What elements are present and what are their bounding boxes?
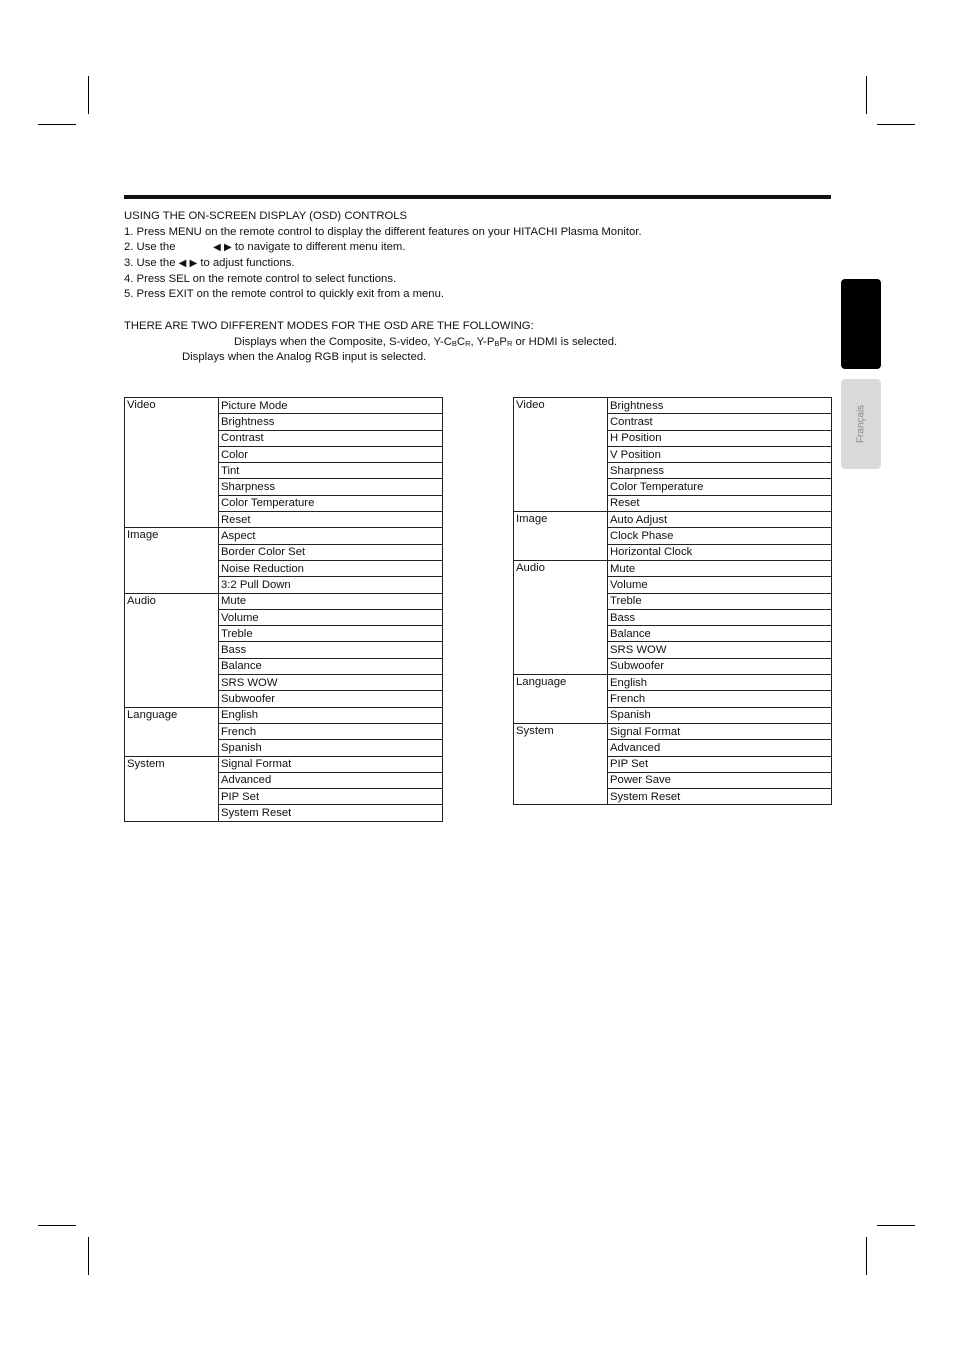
menu-item: Bass — [219, 642, 443, 658]
menu-item: Advanced — [608, 740, 832, 756]
menu-category: Video — [514, 398, 608, 512]
menu-item: Contrast — [219, 430, 443, 446]
table-row — [125, 398, 443, 414]
menu-item: French — [608, 691, 832, 707]
menu-item: Sharpness — [219, 479, 443, 495]
menu-category: Image — [514, 512, 608, 561]
mode-video-description: Displays when the Composite, S-video, $Y-C_BC_R$, $Y-P_BP_R$ or HDMI is selected. — [234, 335, 618, 348]
table-row — [514, 723, 832, 739]
menu-item: Color Temperature — [608, 479, 832, 495]
menu-item: SRS WOW — [219, 675, 443, 691]
table-row — [125, 756, 443, 772]
instructions-heading: USING THE ON-SCREEN DISPLAY (OSD) CONTROLS — [124, 210, 408, 222]
video-mode-menu-table — [124, 397, 443, 822]
table-row — [125, 528, 443, 544]
left-arrow-icon: ◀ — [178, 258, 187, 270]
menu-item: Subwoofer — [608, 658, 832, 674]
menu-item: Power Save — [608, 772, 832, 788]
mode-rgb-description: Displays when the Analog RGB input is selected. — [182, 351, 427, 364]
menu-item: Balance — [219, 658, 443, 674]
menu-item: PIP Set — [608, 756, 832, 772]
rgb-mode-menu-table — [513, 397, 832, 805]
menu-item: Clock Phase — [608, 528, 832, 544]
menu-item: English — [219, 707, 443, 723]
crop-mark — [88, 1237, 89, 1275]
menu-item: Volume — [608, 577, 832, 593]
right-arrow-icon: ▶ — [224, 242, 232, 254]
table-row — [514, 398, 832, 414]
menu-item: Border Color Set — [219, 544, 443, 560]
menu-item: Brightness — [219, 414, 443, 430]
menu-item: Reset — [608, 495, 832, 511]
crop-mark — [38, 124, 76, 125]
menu-category: Language — [125, 707, 219, 756]
menu-item: SRS WOW — [608, 642, 832, 658]
step-4: 4. Press SEL on the remote control to select functions. — [124, 272, 397, 285]
table-row — [125, 593, 443, 609]
menu-item: Balance — [608, 626, 832, 642]
menu-item: Tint — [219, 463, 443, 479]
menu-item: Mute — [219, 593, 443, 609]
menu-item: PIP Set — [219, 789, 443, 805]
step-2: 2. Use the ◀ ▶ to navigate to different menu item. — [124, 241, 406, 254]
menu-item: System Reset — [219, 805, 443, 821]
menu-item: Contrast — [608, 414, 832, 430]
menu-item: Mute — [608, 560, 832, 576]
left-arrow-icon: ◀ — [213, 242, 221, 254]
menu-category: Language — [514, 675, 608, 724]
step-3: 3. Use the ◀ ▶ to adjust functions. — [124, 257, 295, 270]
menu-item: Treble — [219, 626, 443, 642]
menu-item: Sharpness — [608, 463, 832, 479]
menu-item: Bass — [608, 609, 832, 625]
menu-item: V Position — [608, 446, 832, 462]
menu-item: Picture Mode — [219, 398, 443, 414]
menu-item: Reset — [219, 512, 443, 528]
menu-item: Treble — [608, 593, 832, 609]
menu-item: Volume — [219, 609, 443, 625]
crop-mark — [866, 76, 867, 114]
francais-tab-label: Français — [855, 404, 867, 444]
step-1: 1. Press MENU on the remote control to display the different features on your HITACHI Plasma Monitor. — [124, 225, 642, 238]
menu-item: 3:2 Pull Down — [219, 577, 443, 593]
menu-category: Image — [125, 528, 219, 593]
english-language-tab — [841, 279, 881, 369]
menu-item: Signal Format — [608, 723, 832, 739]
menu-item: Advanced — [219, 772, 443, 788]
crop-mark — [38, 1225, 76, 1226]
right-arrow-icon: ▶ — [189, 258, 198, 270]
menu-item: Brightness — [608, 398, 832, 414]
menu-item: Spanish — [608, 707, 832, 723]
step-5: 5. Press EXIT on the remote control to quickly exit from a menu. — [124, 288, 445, 301]
menu-category: System — [125, 756, 219, 821]
menu-category: Video — [125, 398, 219, 528]
crop-mark — [877, 124, 915, 125]
menu-category: Audio — [125, 593, 219, 707]
menu-item: Signal Format — [219, 756, 443, 772]
crop-mark — [877, 1225, 915, 1226]
menu-item: Color — [219, 446, 443, 462]
header-rule — [124, 195, 831, 199]
menu-item: English — [608, 675, 832, 691]
instructions — [124, 209, 844, 366]
menu-item: Color Temperature — [219, 495, 443, 511]
crop-mark — [88, 76, 89, 114]
francais-language-tab — [841, 379, 881, 469]
menu-category: System — [514, 723, 608, 804]
menu-item: Auto Adjust — [608, 512, 832, 528]
table-row — [514, 512, 832, 528]
menu-item: System Reset — [608, 789, 832, 805]
crop-mark — [866, 1237, 867, 1275]
menu-item: Aspect — [219, 528, 443, 544]
menu-item: H Position — [608, 430, 832, 446]
menu-item: French — [219, 723, 443, 739]
menu-item: Horizontal Clock — [608, 544, 832, 560]
modes-heading: THERE ARE TWO DIFFERENT MODES FOR THE OSD ARE THE FOLLOWING: — [124, 319, 534, 332]
menu-item: Noise Reduction — [219, 560, 443, 576]
menu-item: Subwoofer — [219, 691, 443, 707]
table-row — [514, 675, 832, 691]
table-row — [125, 707, 443, 723]
menu-item: Spanish — [219, 740, 443, 756]
table-row — [514, 560, 832, 576]
menu-category: Audio — [514, 560, 608, 674]
